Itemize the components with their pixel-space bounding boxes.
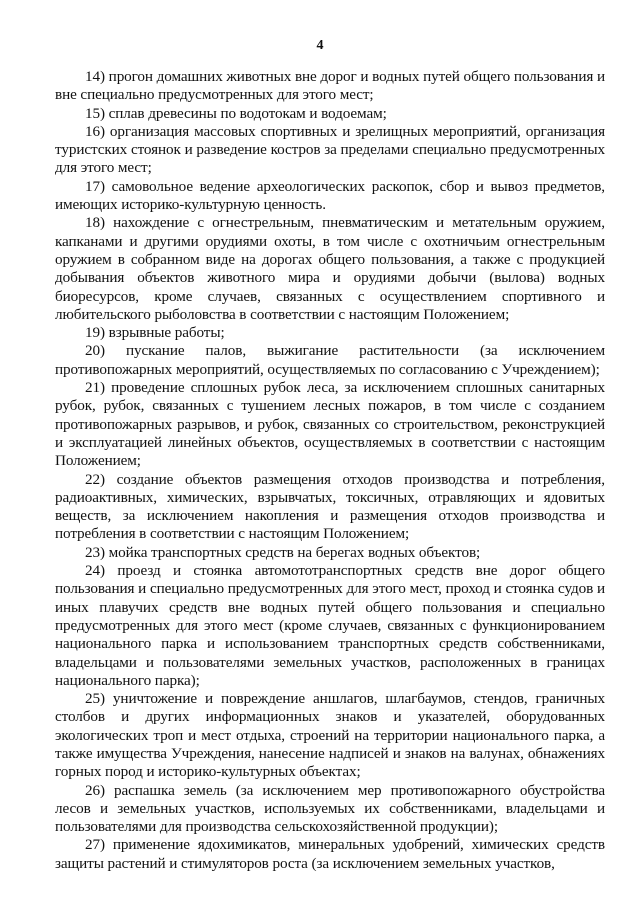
paragraph-15: 15) сплав древесины по водотокам и водоемам;: [85, 104, 387, 122]
document-body: [55, 68, 605, 873]
paragraph-24: 24) проезд и стоянка автомототранспортных средств вне дорог общего пользования и специально предусмотренных для этого мест, проход и стоянка судов и иных плавучих средств вне водных путей общего пользования и специально предусмотренных для этого мест (кроме случаев, связанных с функционированием национального парка и использованием транспортных средств собственниками, владельцами и пользователями земельных участков, расположенных в границах национального парка);: [55, 562, 605, 689]
paragraph-20: 20) пускание палов, выжигание растительности (за исключением противопожарных мероприятий, осуществляемых по согласованию с Учреждением);: [55, 342, 605, 378]
paragraph-16: 16) организация массовых спортивных и зрелищных мероприятий, организация туристских стоянок и разведение костров за пределами специально предусмотренных для этого мест;: [55, 122, 605, 177]
paragraph-21: 21) проведение сплошных рубок леса, за исключением сплошных санитарных рубок, рубок, связанных с тушением лесных пожаров, в том числе с созданием противопожарных разрывов, и рубок, связанных со строительством, реконструкцией и эксплуатацией линейных объектов, осуществляемых в соответствии с настоящим Положением;: [55, 379, 605, 470]
paragraph-19: 19) взрывные работы;: [85, 324, 225, 342]
paragraph-26: 26) распашка земель (за исключением мер противопожарного обустройства лесов и земельных участков, используемых их собственниками, владельцами и пользователями для производства сельскохозяйственной продукции);: [55, 781, 605, 836]
paragraph-22: 22) создание объектов размещения отходов производства и потребления, радиоактивных, химических, взрывчатых, токсичных, отравляющих и ядовитых веществ, за исключением накопления и размещения отходов производства и потребления в соответствии с настоящим Положением;: [55, 470, 605, 543]
paragraph-27: 27) применение ядохимикатов, минеральных удобрений, химических средств защиты растений и стимуляторов роста (за исключением земельных участков,: [55, 836, 605, 872]
paragraph-18: 18) нахождение с огнестрельным, пневматическим и метательным оружием, капканами и другими орудиями охоты, в том числе с охотничьим огнестрельным оружием в собранном виде на дорогах общего пользования, а также с продукцией добывания объектов животного мира и орудиями добычи (вылова) водных биоресурсов, кроме случаев, связанных с осуществлением спортивного и любительского рыболовства в соответствии с настоящим Положением;: [55, 214, 605, 323]
page-number: 4: [316, 38, 324, 53]
paragraph-23: 23) мойка транспортных средств на берегах водных объектов;: [85, 543, 481, 561]
paragraph-14: 14) прогон домашних животных вне дорог и водных путей общего пользования и вне специально предусмотренных для этого мест;: [55, 68, 605, 104]
paragraph-25: 25) уничтожение и повреждение аншлагов, шлагбаумов, стендов, граничных столбов и других информационных знаков и указателей, оборудованных экологических троп и мест отдыха, строений на территории национального парка, а также имущества Учреждения, нанесение надписей и знаков на валунах, обнажениях горных пород и историко-культурных объектах;: [55, 690, 605, 781]
paragraph-17: 17) самовольное ведение археологических раскопок, сбор и вывоз предметов, имеющих историко-культурную ценность.: [55, 177, 605, 214]
